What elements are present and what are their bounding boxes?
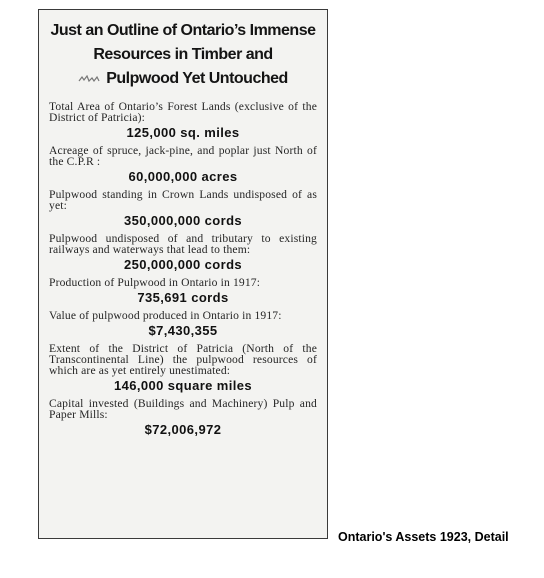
headline-line-3-text: Pulpwood Yet Untouched: [106, 70, 288, 87]
entry-value: $72,006,972: [144, 422, 222, 437]
entry-label: Value of pulpwood produced in Ontario in 1917:: [49, 309, 282, 322]
headline-line-2: Resources in Timber and: [93, 46, 273, 63]
entry-value: 250,000,000 cords: [123, 257, 243, 272]
print-speck-icon: [78, 75, 100, 83]
image-caption: Ontario's Assets 1923, Detail: [338, 530, 509, 544]
entry-value: 125,000 sq. miles: [126, 125, 240, 140]
entry-label: Pulpwood standing in Crown Lands undisposed of as yet:: [49, 188, 317, 212]
newspaper-clipping: [38, 9, 328, 539]
entry-crown-lands: [49, 189, 317, 229]
entry-patricia: [49, 343, 317, 394]
entry-label: Capital invested (Buildings and Machinery) Pulp and Paper Mills:: [49, 397, 317, 421]
entry-label: Pulpwood undisposed of and tributary to existing railways and waterways that lead to them:: [49, 232, 317, 256]
entry-tributary: [49, 233, 317, 273]
headline: [49, 19, 317, 91]
entry-label: Total Area of Ontario’s Forest Lands (exclusive of the District of Patricia):: [49, 100, 317, 124]
entry-label: Extent of the District of Patricia (North of the Transcontinental Line) the pulpwood resources of which are as yet entirely unestimated:: [49, 342, 317, 377]
entry-value: 735,691 cords: [137, 290, 229, 305]
entry-capital: [49, 398, 317, 438]
entry-label: Acreage of spruce, jack-pine, and poplar just North of the C.P.R :: [49, 144, 317, 168]
headline-line-3: [49, 67, 317, 91]
entry-label: Production of Pulpwood in Ontario in 1917:: [49, 276, 261, 289]
entry-value-produced: [49, 310, 317, 339]
entry-value: $7,430,355: [148, 323, 218, 338]
entry-value: 146,000 square miles: [113, 378, 253, 393]
entry-forest-area: [49, 101, 317, 141]
headline-line-1: Just an Outline of Ontario’s Immense: [50, 22, 316, 39]
entry-value: 60,000,000 acres: [128, 169, 238, 184]
entry-acreage: [49, 145, 317, 185]
entry-value: 350,000,000 cords: [123, 213, 243, 228]
entry-production: [49, 277, 317, 306]
